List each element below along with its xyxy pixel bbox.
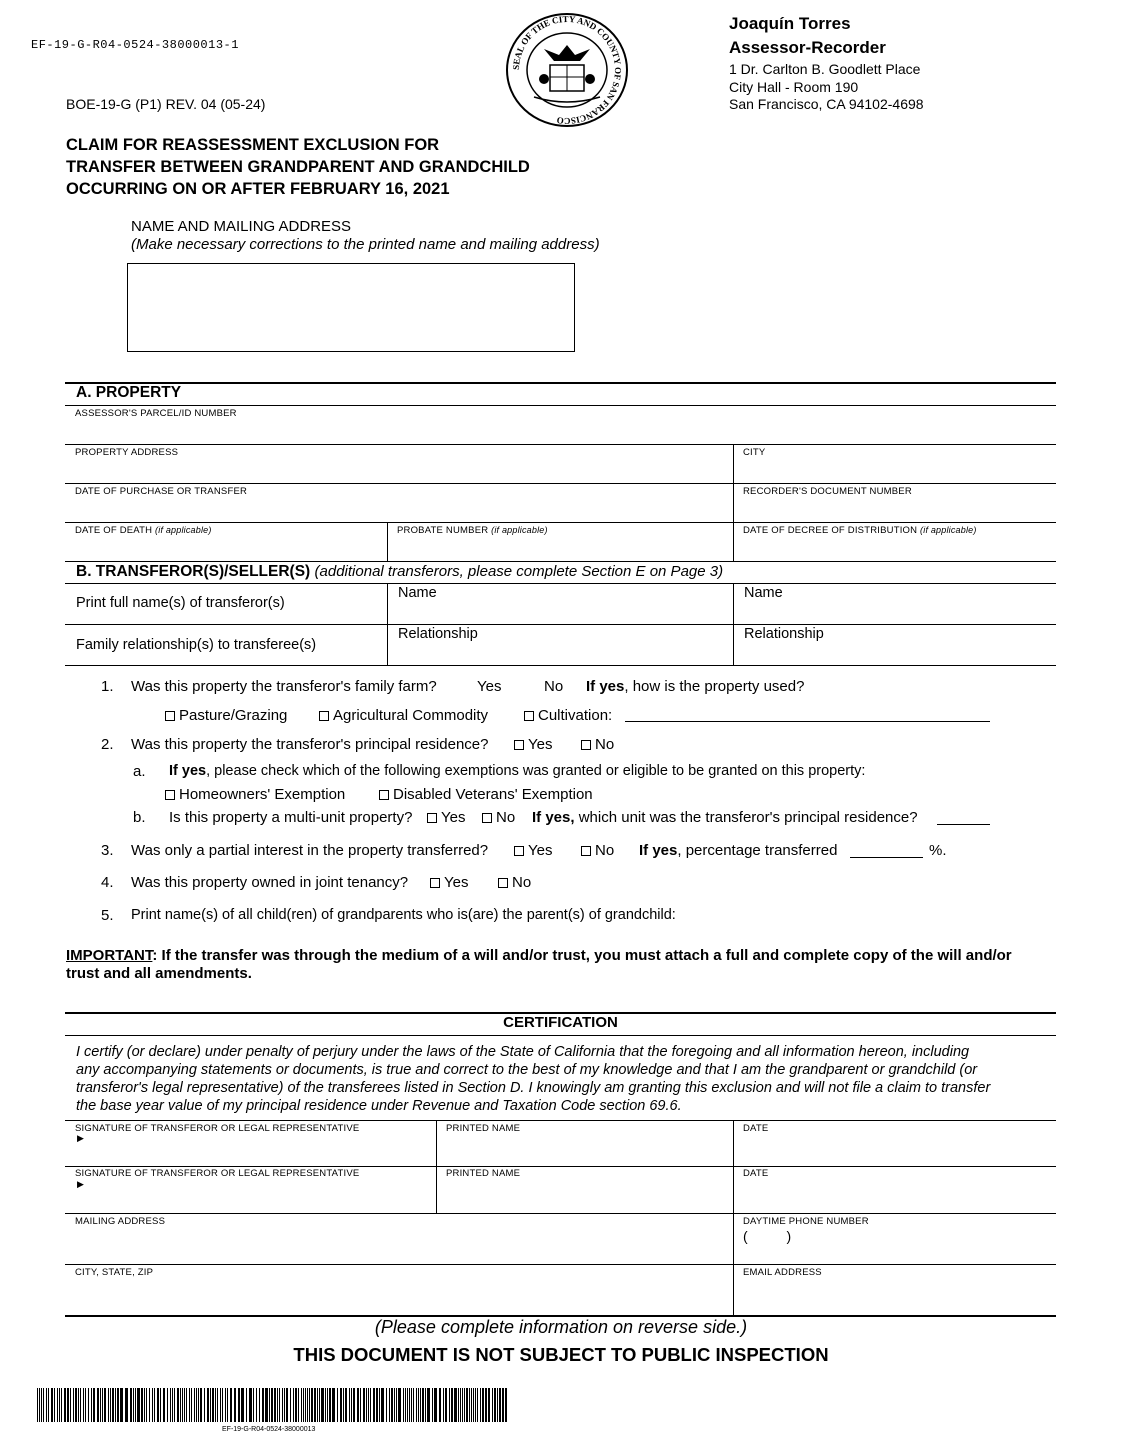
q2-yes[interactable]: Yes: [514, 736, 552, 753]
checkbox-icon: [427, 813, 437, 823]
date-2-field[interactable]: [735, 1167, 1055, 1213]
arrow-right-icon: ▶: [77, 1133, 84, 1143]
signature-label-1: SIGNATURE OF TRANSFEROR OR LEGAL REPRESENTATIVE: [75, 1123, 360, 1134]
checkbox-icon: [524, 711, 534, 721]
q2b-no[interactable]: No: [482, 809, 515, 826]
q3-pct: %.: [929, 842, 947, 859]
date-death-label: DATE OF DEATH (if applicable): [75, 525, 212, 536]
checkbox-icon: [430, 878, 440, 888]
q4-number: 4.: [101, 874, 114, 891]
form-code: EF-19-G-R04-0524-38000013-1: [31, 38, 239, 52]
recorder-doc-field[interactable]: [735, 484, 1055, 522]
transferor-name-1-field[interactable]: [389, 584, 733, 624]
q1-no[interactable]: No: [544, 678, 564, 695]
q3-ifyes: If yes, percentage transferred: [639, 842, 838, 859]
q3-text: Was only a partial interest in the property transferred?: [131, 842, 489, 859]
date-1-field[interactable]: [735, 1121, 1055, 1166]
barcode-text: EF-19-G-R04-0524-38000013: [222, 1426, 316, 1433]
q2a-text: If yes, please check which of the following exemptions was granted or eligible to be granted on this property:: [169, 763, 866, 779]
q5-field[interactable]: [131, 926, 1055, 944]
page-title: CLAIM FOR REASSESSMENT EXCLUSION FOR TRANSFER BETWEEN GRANDPARENT AND GRANDCHILD OCCURRING ON OR AFTER FEBRUARY 16, 2021: [66, 136, 530, 198]
signature-2-field[interactable]: [66, 1167, 435, 1213]
name-label-2: Name: [744, 585, 783, 601]
certification-heading: CERTIFICATION: [503, 1014, 618, 1031]
relationship-1-field[interactable]: [389, 625, 733, 665]
arrow-right-icon: ▶: [77, 1179, 84, 1189]
checkbox-icon: [165, 711, 175, 721]
q1-opt-pasture[interactable]: Pasture/Grazing: [165, 707, 287, 724]
printed-name-label-2: PRINTED NAME: [446, 1168, 521, 1179]
cultivation-field[interactable]: [625, 721, 990, 722]
checkbox-icon: [165, 790, 175, 800]
q2a-homeowners[interactable]: Homeowners' Exemption: [165, 786, 345, 803]
q2a-veterans[interactable]: Disabled Veterans' Exemption: [379, 786, 593, 803]
relationship-label-1: Relationship: [398, 626, 478, 642]
probate-field[interactable]: [389, 523, 733, 561]
assessor-title: Assessor-Recorder: [729, 38, 886, 57]
city-label: CITY: [743, 447, 766, 458]
transferor-name-2-field[interactable]: [735, 584, 1055, 624]
q2b-yes[interactable]: Yes: [427, 809, 465, 826]
q2-text: Was this property the transferor's principal residence?: [131, 736, 489, 753]
cert-mailing-address-field[interactable]: [66, 1214, 733, 1264]
mailing-address-label: MAILING ADDRESS: [75, 1216, 166, 1227]
q3-number: 3.: [101, 842, 114, 859]
checkbox-icon: [379, 790, 389, 800]
q2b-text: Is this property a multi-unit property?: [169, 809, 413, 826]
q2b-ifyes: If yes, which unit was the transferor's principal residence?: [532, 809, 918, 826]
apn-label: ASSESSOR'S PARCEL/ID NUMBER: [75, 408, 237, 419]
assessor-name: Joaquín Torres: [729, 14, 851, 33]
unit-field[interactable]: [937, 824, 990, 825]
transferor-names-label: Print full name(s) of transferor(s): [76, 595, 285, 611]
mailing-address-box[interactable]: [127, 263, 575, 352]
name-label-1: Name: [398, 585, 437, 601]
property-address-field[interactable]: [66, 445, 733, 483]
address-line2: City Hall - Room 190: [729, 79, 859, 95]
address-line3: San Francisco, CA 94102-4698: [729, 96, 924, 112]
signature-1-field[interactable]: [66, 1121, 435, 1166]
q5-number: 5.: [101, 907, 114, 924]
checkbox-icon: [514, 846, 524, 856]
checkbox-icon: [482, 813, 492, 823]
relationship-2-field[interactable]: [735, 625, 1055, 665]
apn-field[interactable]: [66, 406, 1055, 444]
q1-text: Was this property the transferor's family farm?: [131, 678, 437, 695]
svg-text:SEAL OF THE CITY AND COUNTY OF: SEAL OF THE CITY AND COUNTY OF SAN FRANCISCO: [510, 13, 624, 127]
section-a-heading: A. PROPERTY: [76, 384, 182, 401]
phone-label: DAYTIME PHONE NUMBER: [743, 1216, 869, 1227]
checkbox-icon: [581, 740, 591, 750]
q1-number: 1.: [101, 678, 114, 695]
q4-no[interactable]: No: [498, 874, 531, 891]
public-inspection-notice: THIS DOCUMENT IS NOT SUBJECT TO PUBLIC INSPECTION: [293, 1344, 829, 1365]
address-line1: 1 Dr. Carlton B. Goodlett Place: [729, 61, 921, 77]
q1-opt-cultivation[interactable]: Cultivation:: [524, 707, 612, 724]
mailing-note: (Make necessary corrections to the printed name and mailing address): [131, 236, 600, 253]
date-death-field[interactable]: [66, 523, 386, 561]
city-field[interactable]: [735, 445, 1055, 483]
important-notice: IMPORTANT: If the transfer was through the medium of a will and/or trust, you must attach a full and complete copy of the will and/or trust and all amendments.: [66, 947, 1012, 982]
q1-yes[interactable]: Yes: [477, 678, 502, 695]
relationship-label: Family relationship(s) to transferee(s): [76, 637, 317, 653]
city-seal-icon: [504, 11, 630, 129]
q4-text: Was this property owned in joint tenancy?: [131, 874, 409, 891]
q3-no[interactable]: No: [581, 842, 614, 859]
city-state-zip-label: CITY, STATE, ZIP: [75, 1267, 154, 1278]
q4-yes[interactable]: Yes: [430, 874, 468, 891]
phone-field[interactable]: ( ): [743, 1228, 792, 1244]
q2-no[interactable]: No: [581, 736, 614, 753]
q2-number: 2.: [101, 736, 114, 753]
email-field[interactable]: [735, 1265, 1055, 1315]
decree-field[interactable]: [735, 523, 1055, 561]
certification-text: I certify (or declare) under penalty of perjury under the laws of the State of California that the foregoing and all information hereon, including any accompanying statements or documents, is true and correct to the best of my knowledge and that I am the grandparent or grandchild (or transferor's legal representative) of the transferees listed in Section D. I knowingly am granting this exclusion and will not file a claim to transfer the base year value of my principal residence under Revenue and Taxation Code section 69.6.: [76, 1044, 991, 1114]
q2a-label: a.: [133, 763, 146, 780]
date-purchase-label: DATE OF PURCHASE OR TRANSFER: [75, 486, 248, 497]
section-b-heading: B. TRANSFEROR(S)/SELLER(S) (additional transferors, please complete Section E on Page 3): [76, 563, 724, 580]
barcode-icon: [37, 1388, 509, 1422]
city-state-zip-field[interactable]: [66, 1265, 733, 1315]
printed-name-1-field[interactable]: [438, 1121, 733, 1166]
checkbox-icon: [319, 711, 329, 721]
email-label: EMAIL ADDRESS: [743, 1267, 822, 1278]
recorder-doc-label: RECORDER'S DOCUMENT NUMBER: [743, 486, 912, 497]
q2b-label: b.: [133, 809, 146, 826]
property-address-label: PROPERTY ADDRESS: [75, 447, 179, 458]
q3-yes[interactable]: Yes: [514, 842, 552, 859]
form-id: BOE-19-G (P1) REV. 04 (05-24): [66, 96, 266, 112]
date-label-2: DATE: [743, 1168, 769, 1179]
q1-opt-agricultural[interactable]: Agricultural Commodity: [319, 707, 488, 724]
percentage-field[interactable]: [850, 857, 923, 858]
checkbox-icon: [498, 878, 508, 888]
checkbox-icon: [514, 740, 524, 750]
q5-text: Print name(s) of all child(ren) of grandparents who is(are) the parent(s) of grandchild:: [131, 907, 676, 923]
q1-ifyes: If yes, how is the property used?: [586, 678, 805, 695]
reverse-side-note: (Please complete information on reverse side.): [374, 1317, 748, 1337]
probate-label: PROBATE NUMBER (if applicable): [397, 525, 548, 536]
date-purchase-field[interactable]: [66, 484, 733, 522]
signature-label-2: SIGNATURE OF TRANSFEROR OR LEGAL REPRESENTATIVE: [75, 1168, 360, 1179]
decree-label: DATE OF DECREE OF DISTRIBUTION (if applicable): [743, 525, 977, 536]
printed-name-label-1: PRINTED NAME: [446, 1123, 521, 1134]
printed-name-2-field[interactable]: [438, 1167, 733, 1213]
checkbox-icon: [581, 846, 591, 856]
date-label-1: DATE: [743, 1123, 769, 1134]
relationship-label-2: Relationship: [744, 626, 824, 642]
mailing-label: NAME AND MAILING ADDRESS: [131, 218, 352, 235]
